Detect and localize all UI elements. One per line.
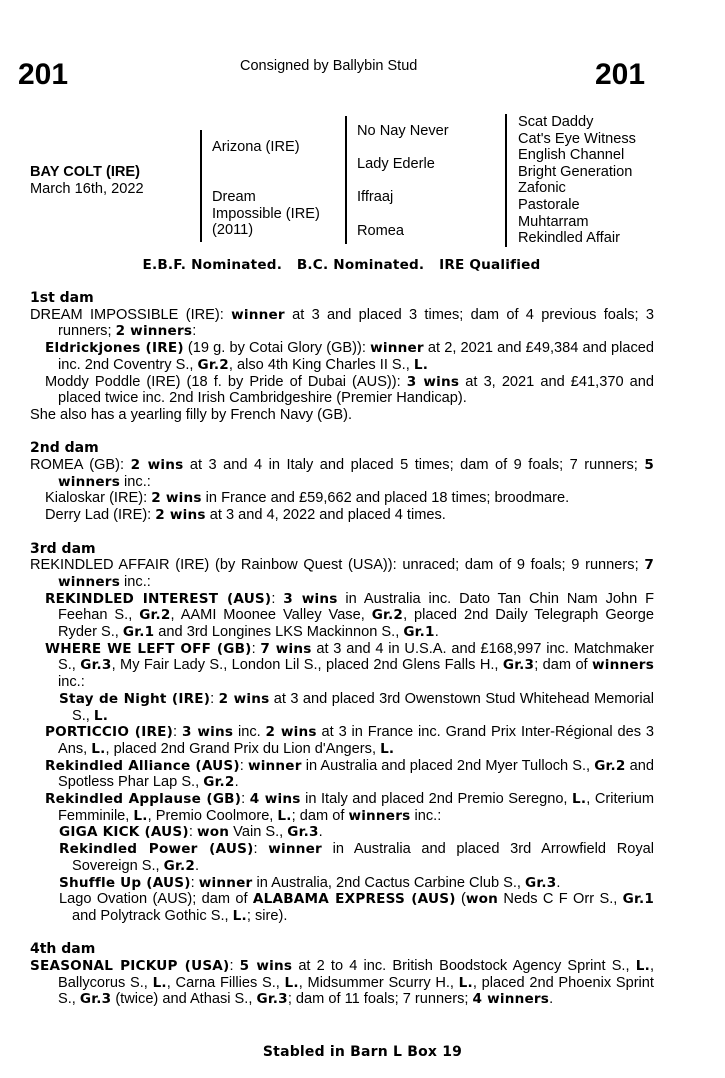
ancestor: English Channel bbox=[518, 147, 625, 164]
second-dam-heading: 2nd dam bbox=[30, 440, 99, 457]
dam-line: Impossible (IRE) bbox=[212, 205, 320, 222]
produce-entry: Eldrickjones (IRE) (19 g. by Cotai Glory (GB)): winner at 2, 2021 and £49,384 and placed inc. 2nd Coventry S., Gr.2, also 4th King Charles II S., L. bbox=[45, 340, 654, 373]
ancestor: Zafonic bbox=[518, 180, 566, 197]
produce-entry-sub: Lago Ovation (AUS); dam of ALABAMA EXPRESS (AUS) (won Neds C F Orr S., Gr.1 and Polytrack Gothic S., L.; sire). bbox=[59, 891, 655, 924]
produce-entry: Moddy Poddle (IRE) (18 f. by Pride of Dubai (AUS)): 3 wins at 3, 2021 and £41,370 and placed twice inc. 2nd Irish Cambridgeshire (Premier Handicap). bbox=[45, 373, 654, 407]
produce-entry: Kialoskar (IRE): 2 wins in France and £59,662 and placed 18 times; broodmare. bbox=[45, 490, 570, 507]
produce-entry: Rekindled Applause (GB): 4 wins in Italy and placed 2nd Premio Seregno, L., Criterium Femminile, L., Premio Coolmore, L.; dam of winners inc.: bbox=[45, 791, 655, 824]
ancestor: Pastorale bbox=[518, 196, 580, 213]
produce-note: She also has a yearling filly by French Navy (GB). bbox=[30, 406, 353, 423]
pedigree-bracket-2 bbox=[345, 116, 347, 244]
sire-dam: Lady Ederle bbox=[357, 156, 435, 172]
lot-number-left: 201 bbox=[18, 58, 69, 91]
horse-description: BAY COLT (IRE) bbox=[30, 164, 141, 180]
first-dam-summary: DREAM IMPOSSIBLE (IRE): winner at 3 and placed 3 times; dam of 4 previous foals; 3 runners; 2 winners: bbox=[30, 306, 654, 340]
sire-sire: No Nay Never bbox=[357, 123, 449, 139]
fourth-dam-heading: 4th dam bbox=[30, 941, 96, 958]
produce-entry-sub: Rekindled Power (AUS): winner in Australia and placed 3rd Arrowfield Royal Sovereign S., Gr.2. bbox=[59, 841, 655, 874]
ancestor: Rekindled Affair bbox=[518, 230, 620, 247]
fourth-generation bbox=[518, 114, 636, 247]
sire: Arizona (IRE) bbox=[212, 139, 300, 155]
lot-number-right: 201 bbox=[595, 58, 646, 91]
produce-entry-sub: Stay de Night (IRE): 2 wins at 3 and placed 3rd Owenstown Stud Whitehead Memorial S., L. bbox=[59, 690, 654, 724]
foaling-date: March 16th, 2022 bbox=[30, 181, 144, 197]
produce-entry: REKINDLED INTEREST (AUS): 3 wins in Australia inc. Dato Tan Chin Nam John F Feehan S., Gr.2, AAMI Moonee Valley Vase, Gr.2, placed 2nd Daily Telegraph George Ryder S., Gr.1 and 3rd Longines LKS Mackinnon S., Gr.1. bbox=[45, 590, 655, 641]
dam-line: Dream bbox=[212, 189, 256, 205]
dam-sire: Iffraaj bbox=[357, 189, 394, 205]
catalogue-body bbox=[30, 290, 654, 1008]
third-dam-summary: REKINDLED AFFAIR (IRE) (by Rainbow Quest (USA)): unraced; dam of 9 foals; 9 runners; 7 winners inc.: bbox=[30, 557, 654, 590]
produce-entry-sub: Shuffle Up (AUS): winner in Australia, 2nd Cactus Carbine Club S., Gr.3. bbox=[59, 874, 561, 891]
ancestor: Bright Generation bbox=[518, 163, 633, 180]
produce-entry: Rekindled Alliance (AUS): winner in Australia and placed 2nd Myer Tulloch S., Gr.2 and Spotless Phar Lap S., Gr.2. bbox=[45, 757, 655, 791]
dam-dam: Romea bbox=[357, 223, 405, 239]
dam bbox=[212, 189, 320, 239]
produce-entry: WHERE WE LEFT OFF (GB): 7 wins at 3 and 4 in U.S.A. and £168,997 inc. Matchmaker S., Gr.3, My Fair Lady S., London Lil S., placed 2nd Glens Falls H., Gr.3; dam of winners inc.: bbox=[45, 640, 654, 691]
ancestor: Scat Daddy bbox=[518, 114, 594, 130]
stabling-info: Stabled in Barn L Box 19 bbox=[262, 1044, 463, 1060]
nominations: E.B.F. Nominated. B.C. Nominated. IRE Qualified bbox=[142, 257, 541, 273]
produce-entry-sub: GIGA KICK (AUS): won Vain S., Gr.3. bbox=[59, 824, 323, 841]
second-dam-summary: ROMEA (GB): 2 wins at 3 and 4 in Italy and placed 5 times; dam of 9 foals; 7 runners; 5 winners inc.: bbox=[30, 457, 654, 490]
produce-entry: Derry Lad (IRE): 2 wins at 3 and 4, 2022 and placed 4 times. bbox=[45, 507, 446, 524]
produce-entry: PORTICCIO (IRE): 3 wins inc. 2 wins at 3 in France inc. Grand Prix Inter-Régional des 3 Ans, L., placed 2nd Grand Prix du Lion d'Angers, L. bbox=[45, 724, 654, 757]
ancestor: Muhtarram bbox=[518, 213, 589, 230]
ancestor: Cat's Eye Witness bbox=[518, 130, 636, 147]
pedigree-bracket-3 bbox=[505, 114, 507, 247]
fourth-dam-summary: SEASONAL PICKUP (USA): 5 wins at 2 to 4 inc. British Boodstock Agency Sprint S., L., Ballycorus S., L., Carna Fillies S., L., Midsummer Scurry H., L., placed 2nd Phoenix Sprint S., Gr.3 (twice) and Athasi S., Gr.3; dam of 11 foals; 7 runners; 4 winners. bbox=[30, 958, 654, 1008]
third-dam-heading: 3rd dam bbox=[30, 540, 96, 557]
dam-line: (2011) bbox=[212, 222, 254, 239]
first-dam-heading: 1st dam bbox=[30, 290, 94, 306]
pedigree-bracket-1 bbox=[200, 130, 202, 242]
consignor: Consigned by Ballybin Stud bbox=[240, 58, 418, 74]
